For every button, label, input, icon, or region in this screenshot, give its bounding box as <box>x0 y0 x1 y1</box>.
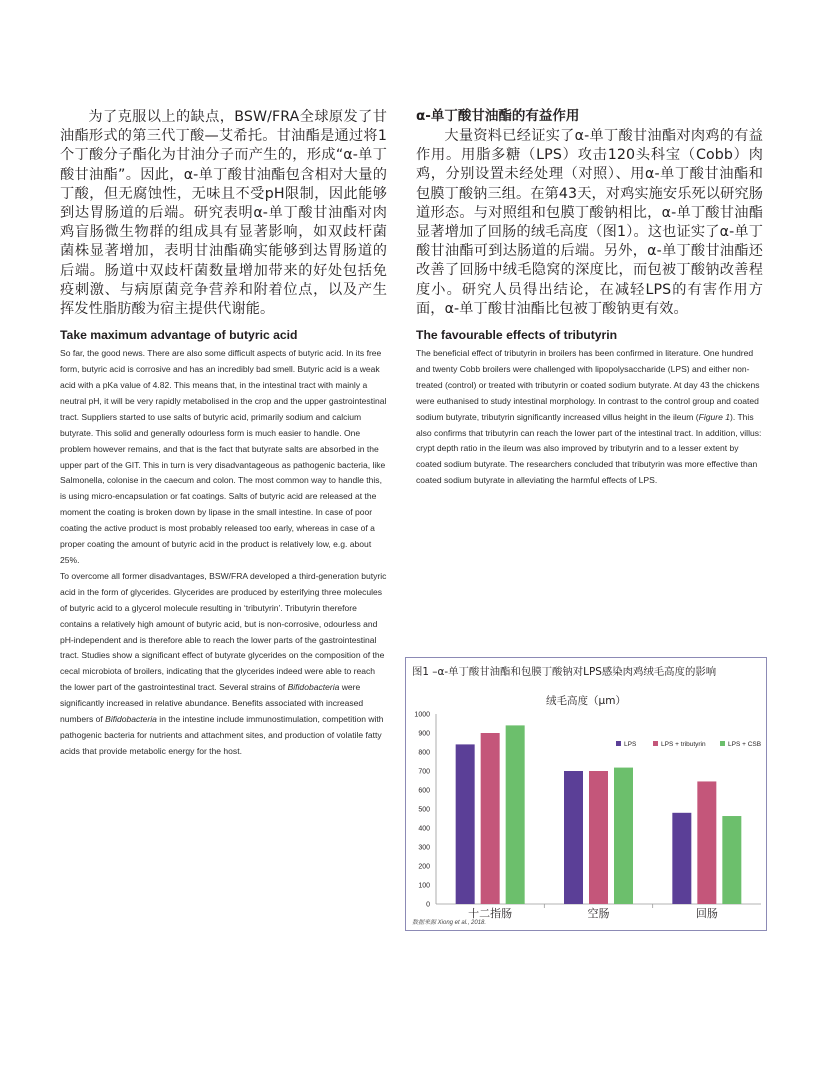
y-tick-label: 200 <box>418 863 430 871</box>
italic-term: Bifidobacteria <box>105 714 157 725</box>
y-tick-label: 0 <box>426 901 430 909</box>
y-tick-label: 700 <box>418 768 430 776</box>
y-tick-label: 300 <box>418 844 430 852</box>
bar-lps-csb-2 <box>722 816 741 904</box>
cn-heading-tributyrin: α-单丁酸甘油酯的有益作用 <box>416 108 580 124</box>
italic-term: Bifidobacteria <box>287 682 340 693</box>
legend-swatch <box>653 741 658 746</box>
cn-paragraph-right: 大量资料已经证实了α-单丁酸甘油酯对肉鸡的有益作用。用脂多糖（LPS）攻击120头科宝（Cobb）肉鸡，分别设置未经处理（对照）、用α-单丁酸甘油酯和包膜丁酸钠三组。在第43天，对鸡实施安乐死以研究肠道形态。与对照组和包膜丁酸钠相比，α-单丁酸甘油酯显著增加了回肠的绒毛高度（图1）。这也证实了α-单丁酸甘油酯可到达肠道的后端。另外，α-单丁酸甘油酯还改善了回肠中绒毛隐窝的深度比，而包被丁酸钠改善程度小。研究人员得出结论，在减轻LPS的有害作用方面，α-单丁酸甘油酯比包被丁酸钠更有效。 <box>416 128 763 317</box>
left-column <box>60 108 387 760</box>
y-tick-label: 400 <box>418 825 430 833</box>
text-run: ). This also confirms that tributyrin can reach the lower part of the intestinal tract. In addition, villus: crypt depth ratio in the ileum was also improved by tributyrin and to a lesser extent by coated sodium butyrate. The researchers concluded that tributyrin was more effective than coated sodium butyrate in alleviating the harmful effects of LPS. <box>416 411 762 486</box>
y-tick-label: 100 <box>418 882 430 890</box>
bar-lps-1 <box>564 771 583 904</box>
chart-ylabel: 绒毛高度（μm） <box>546 695 626 707</box>
text-run: To overcome all former disadvantages, BSW/FRA developed a third-generation butyric acid in the form of glycerides. Glycerides are produced by esterifying three molecules of butyric acid to a glycerol molecule resulting in ‘tributyrin’. Tributyrin therefore contains a relatively high amount of butyric acid, but is non-corrosive, odourless and pH-independent and is therefore able to reach the lower parts of the gastrointestinal tract. Studies show a significant effect of butyrate glycerides on the composition of the cecal microbiota of broilers, indicating that the glycerides indeed were able to reach the lower part of the gastrointestinal tract. Several strains of <box>60 570 387 693</box>
legend-swatch <box>616 741 621 746</box>
legend-swatch <box>720 741 725 746</box>
bar-lps-tributyrin-2 <box>697 781 716 904</box>
figure-reference: Figure 1 <box>698 411 731 422</box>
x-tick-label: 空肠 <box>587 908 610 920</box>
villus-height-chart <box>406 658 766 930</box>
legend-label: LPS + tributyrin <box>661 741 706 748</box>
figure-1 <box>405 657 767 931</box>
text-run: The beneficial effect of tributyrin in broilers has been confirmed in literature. One hundred and twenty Cobb broilers were challenged with lipopolysaccharide (LPS) and either non-treated (control) or treated with tributyrin or coated sodium butyrate. At day 43 the chickens were euthanised to study intestinal morphology. In contrast to the control group and coated sodium butyrate, tributyrin significantly increased villus height in the ileum ( <box>416 348 760 422</box>
legend-label: LPS <box>624 741 637 748</box>
y-tick-label: 900 <box>418 730 430 738</box>
y-tick-label: 800 <box>418 749 430 757</box>
x-tick-label: 十二指肠 <box>468 908 513 920</box>
en-paragraph-2 <box>60 569 387 760</box>
text-run: were significantly increased in relative abundance. Benefits associated with increased numbers of <box>60 682 364 725</box>
legend-label: LPS + CSB <box>728 741 762 748</box>
bar-lps-2 <box>672 813 691 904</box>
figure-title: 图1 –α-单丁酸甘油酯和包膜丁酸钠对LPS感染肉鸡绒毛高度的影响 <box>412 666 717 678</box>
en-paragraph-right <box>416 346 763 489</box>
bar-lps-csb-1 <box>614 768 633 904</box>
en-heading-butyric: Take maximum advantage of butyric acid <box>60 328 298 343</box>
bar-lps-tributyrin-0 <box>481 733 500 904</box>
cn-paragraph-left: 为了克服以上的缺点，BSW/FRA全球原发了甘油酯形式的第三代丁酸—艾希托。甘油酯是通过将1个丁酸分子酯化为甘油分子而产生的，形成“α-单丁酸甘油酯”。因此，α-单丁酸甘油酯包含相对大量的丁酸，但无腐蚀性，无味且不受pH限制，因此能够到达胃肠道的后端。研究表明α-单丁酸甘油酯对肉鸡盲肠微生物群的组成具有显著影响，如双歧杆菌菌株显著增加，表明甘油酯确实能够到达胃肠道的后端。肠道中双歧杆菌数量增加带来的好处包括免疫刺激、与病原菌竞争营养和附着位点，以及产生挥发性脂肪酸为宿主提供代谢能。 <box>60 109 387 318</box>
text-run: in the intestine include immunostimulation, competition with pathogenic bacteria for nutrients and attachment sites, and production of volatile fatty acids that provide metabolic energy for the host. <box>60 714 384 756</box>
y-tick-label: 500 <box>418 806 430 814</box>
right-column <box>416 108 763 489</box>
bar-lps-csb-0 <box>506 725 525 904</box>
x-tick-label: 回肠 <box>695 908 718 920</box>
en-paragraph-1: So far, the good news. There are also some difficult aspects of butyric acid. In its free form, butyric acid is corrosive and has an incredibly bad smell. Butyric acid is a weak acid with a pKa value of 4.82. This means that, in the intestinal tract with mainly a neutral pH, it will be very rapidly metabolised in the crop and the upper gastrointestinal tract. Suppliers started to use salts of butyric acid, primarily sodium and calcium butyrate. This solid and generally odourless form is much easier to handle. One problem however remains, and that is the fact that butyrate salts are absorbed in the upper part of the GIT. This in turn is very disadvantageous as pathogenic bacteria, like Salmonella, colonise in the caecum and colon. The most common way to handle this, is using micro-encapsulation or fat coatings. Salts of butyric acid are released at the moment the coating is broken down by lipase in the small intestine. In case of poor coating the active product is most probably released too early, whereas in case of a proper coating the amount of butyric acid in the product is relatively low, e.g. about 25%. <box>60 348 387 566</box>
en-heading-tributyrin: The favourable effects of tributyrin <box>416 328 618 343</box>
bar-lps-tributyrin-1 <box>589 771 608 904</box>
bar-lps-0 <box>456 744 475 904</box>
y-tick-label: 600 <box>418 787 430 795</box>
figure-source: 数据来源 Xiong et al., 2018. <box>412 920 487 926</box>
y-tick-label: 1000 <box>414 711 430 719</box>
